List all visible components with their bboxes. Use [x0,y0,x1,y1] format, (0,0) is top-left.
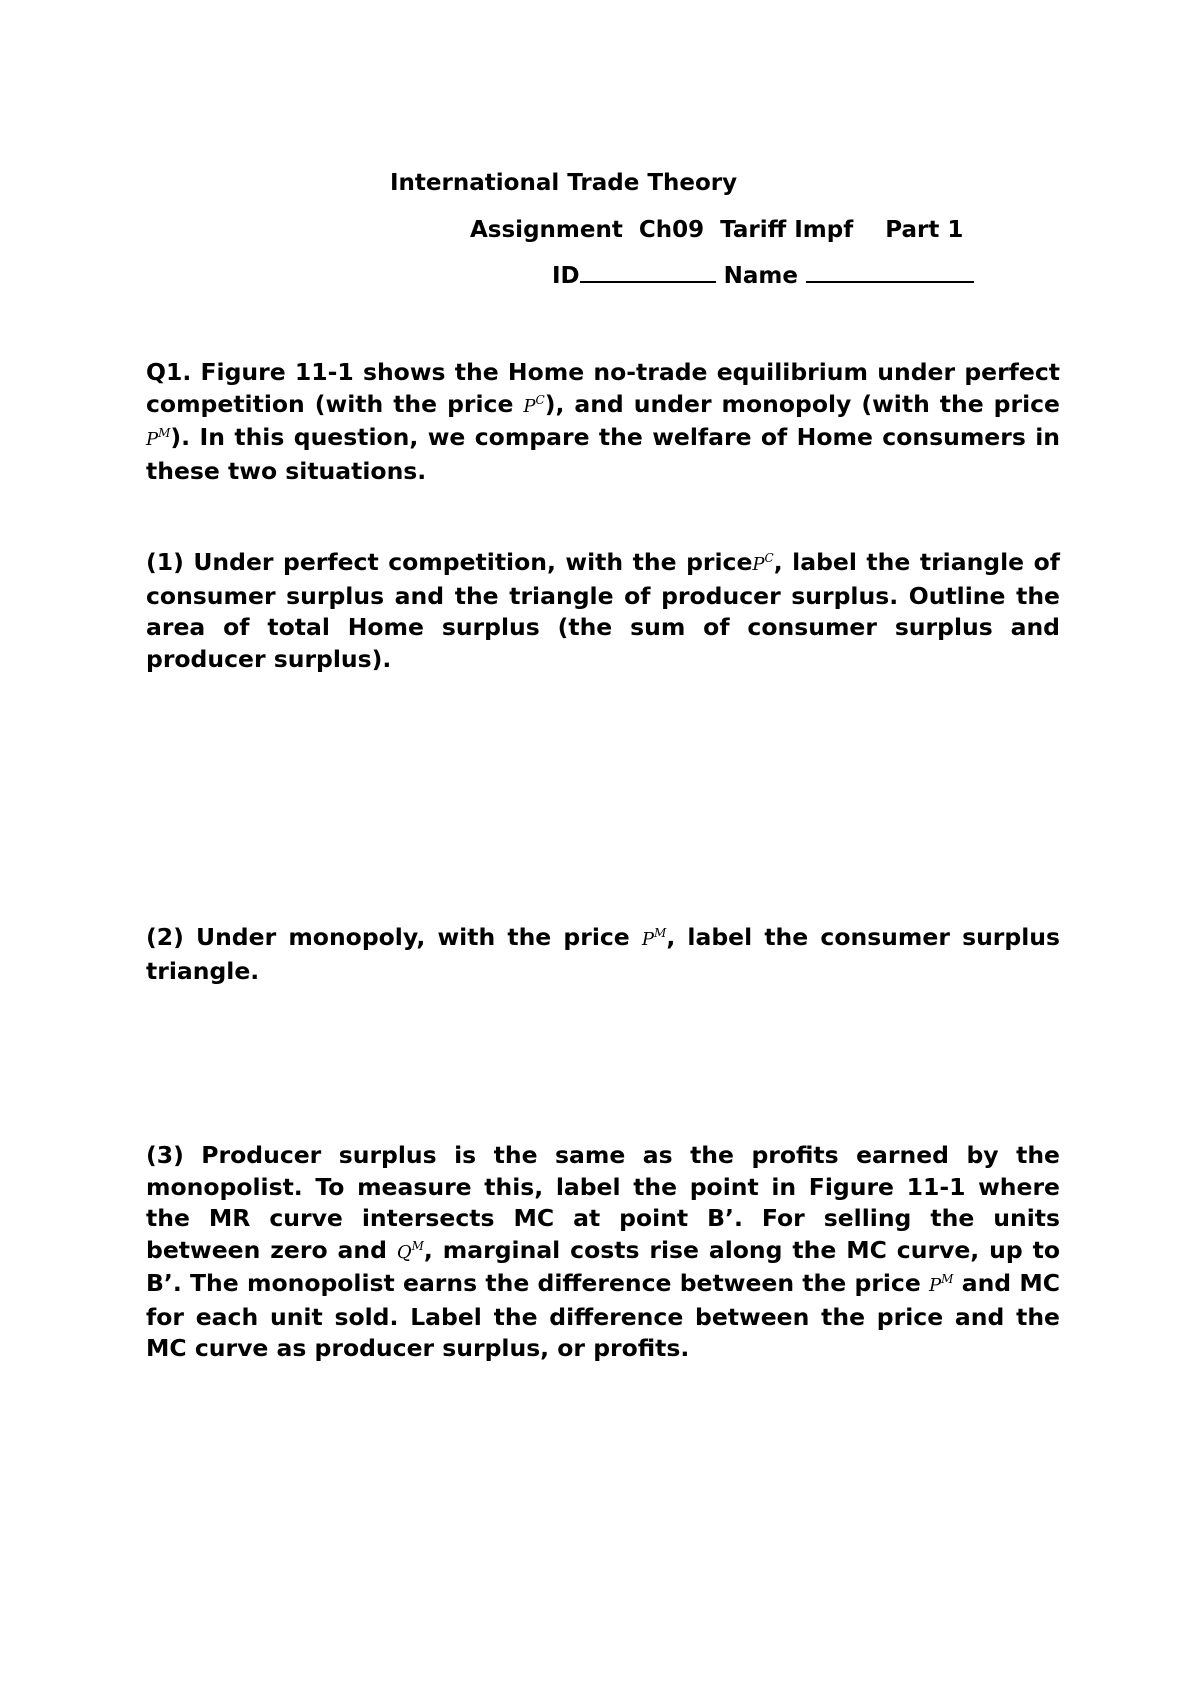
name-label: Name [715,263,807,289]
q1-text-1: Q1. Figure 11-1 shows the Home no-trade equilibrium under perfect competition (with the price [146,358,1060,418]
symbol-pm: $P^M$ [929,1272,954,1296]
symbol-pm: $P^M$ [146,426,171,450]
assignment-subtitle: Assignment Ch09 Tariff Impf Part 1 [470,217,964,243]
symbol-qm: $Q^M$ [396,1238,424,1263]
part2-text-2: , label the consumer surplus triangle. [146,923,1060,985]
part1-text-2: , label the triangle of consumer surplus and the triangle of producer surplus. Outline the area of total Home surplus (the sum of consumer surplus and producer surplus). [146,548,1060,673]
part-3 [146,1140,1060,1365]
part-2 [146,922,1060,987]
name-blank [806,280,974,283]
part3-text-2: , marginal costs rise along the MC curve, up to B’. The monopolist earns the difference between the price [146,1235,1060,1297]
id-name-line [552,263,974,289]
part3-text-1: (3) Producer surplus is the same as the profits earned by the monopolist. To measure this, label the point in Figure 11-1 where the MR curve intersects MC at point B’. For selling the units between zero and [146,1141,1060,1264]
document-title: International Trade Theory [390,170,738,196]
q1-text-2: ), and under monopoly (with the price [544,389,1060,418]
symbol-pm: $P^M$ [641,926,667,950]
q1-text-3: ). In this question, we compare the welfare of Home consumers in these two situations. [146,423,1060,485]
part1-text-1: (1) Under perfect competition, with the price [146,548,753,576]
part3-text-3: and MC for each unit sold. Label the difference between the price and the MC curve as producer surplus, or profits. [146,1269,1061,1362]
symbol-pc: $P^C$ [523,392,545,417]
part-1 [146,547,1060,675]
question-1 [146,357,1060,487]
id-blank [580,280,716,283]
id-label: ID [552,263,580,289]
part2-text-1: (2) Under monopoly, with the price [146,923,642,951]
symbol-pc: $P^C$ [752,551,774,575]
